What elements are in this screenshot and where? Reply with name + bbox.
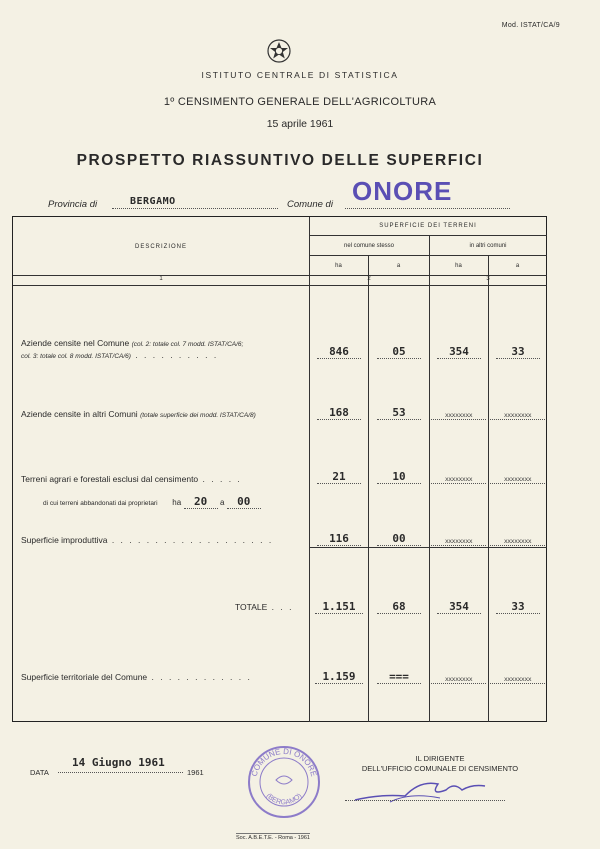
abbandonati-ha: 20 [184,495,218,509]
institute-name: ISTITUTO CENTRALE DI STATISTICA [201,70,399,80]
provincia-value: BERGAMO [130,196,176,207]
census-title: 1º CENSIMENTO GENERALE DELL'AGRICOLTURA [163,96,437,108]
cell-ha: 21 [317,470,361,484]
cell-a: 68 [377,600,421,614]
cell-a: 05 [377,345,421,359]
cell-ha: 846 [317,345,361,359]
cell-ha: 354 [437,600,481,614]
header-a-2: a [515,263,520,269]
header-superficie: SUPERFICIE DEI TERRENI [379,223,477,229]
cell-crossed: xxxxxxxx [490,675,545,684]
cell-a: 33 [496,600,540,614]
cell-crossed: xxxxxxxx [431,537,486,546]
provincia-label: Provincia di [48,199,98,210]
col-number-3: 3 [486,276,490,282]
comune-label: Comune di [287,199,333,210]
header-ha-2: ha [455,263,462,269]
census-date: 15 aprile 1961 [266,118,334,130]
abbandonati-a: 00 [227,495,261,509]
row-divider [309,255,547,256]
header-nel-comune: nel comune stesso [343,243,395,249]
row-divider [309,547,547,548]
col-divider [429,235,430,722]
row-divider [13,285,547,286]
row-label: Aziende censite nel Comune (col. 2: totale col. 7 modd. ISTAT/CA/6; [21,338,244,348]
cell-crossed: xxxxxxxx [431,411,486,420]
form-code: Mod. ISTAT/CA/9 [501,22,560,29]
header-descrizione: DESCRIZIONE [134,244,187,250]
cell-crossed: xxxxxxxx [490,537,545,546]
svg-text:(BERGAMO): (BERGAMO) [264,792,304,807]
col-divider [368,255,369,722]
cell-a: 53 [377,406,421,420]
row-label-totale: TOTALE . . . [235,602,294,612]
signing-date: 14 Giugno 1961 [72,756,165,769]
cell-a: 00 [377,532,421,546]
row-label-note: col. 3: totale col. 8 modd. ISTAT/CA/6) . . . . . . . . . . [21,350,219,360]
date-year: 1961 [187,768,204,777]
printer-credit: Soc. A.B.E.T.E. - Roma - 1961 [236,835,310,841]
row-label: Terreni agrari e forestali esclusi dal censimento . . . . . [21,474,242,484]
header-a-1: a [396,263,401,269]
document-title: PROSPETTO RIASSUNTIVO DELLE SUPERFICI [76,152,484,169]
cell-ha: 168 [317,406,361,420]
summary-table [12,216,547,722]
comune-underline [345,208,510,209]
abbandonati-row: di cui terreni abbandonati dai proprietari ha 20 a 00 [43,495,261,509]
cell-a: 33 [496,345,540,359]
signature-underline [345,800,505,801]
dirigente-title: IL DIRIGENTE [415,754,465,763]
handwritten-signature-icon [350,770,500,808]
comune-value: ONORE [352,176,453,206]
cell-crossed: xxxxxxxx [431,475,486,484]
row-label: Superficie territoriale del Comune . . . . . . . . . . . . [21,672,252,682]
header-ha-1: ha [335,263,342,269]
cell-ha: 1.151 [315,600,363,614]
cell-crossed: xxxxxxxx [490,411,545,420]
row-label: Aziende censite in altri Comuni (totale superficie dei modd. ISTAT/CA/8) [21,409,256,419]
cell-a: 10 [377,470,421,484]
svg-text:COMUNE DI ONORE: COMUNE DI ONORE [249,746,319,778]
row-label: Superficie improduttiva . . . . . . . . . . . . . . . . . . . [21,535,274,545]
municipal-stamp-icon [246,744,322,820]
cell-ha: 116 [317,532,361,546]
header-altri-comuni: in altri comuni [469,243,507,249]
cell-ha: 1.159 [315,670,363,684]
provincia-underline [112,208,278,209]
cell-crossed: xxxxxxxx [490,475,545,484]
italian-emblem-icon [266,38,292,64]
row-divider [309,235,547,236]
col-number-2: 2 [367,276,371,282]
dirigente-office: DELL'UFFICIO COMUNALE DI CENSIMENTO [361,764,519,773]
cell-crossed: xxxxxxxx [431,675,486,684]
date-underline [58,772,183,773]
col-number-1: 1 [159,276,163,282]
col-divider [309,217,310,722]
cell-ha: 354 [437,345,481,359]
data-label: DATA [30,768,49,777]
cell-a: === [377,670,421,684]
col-divider [488,255,489,722]
